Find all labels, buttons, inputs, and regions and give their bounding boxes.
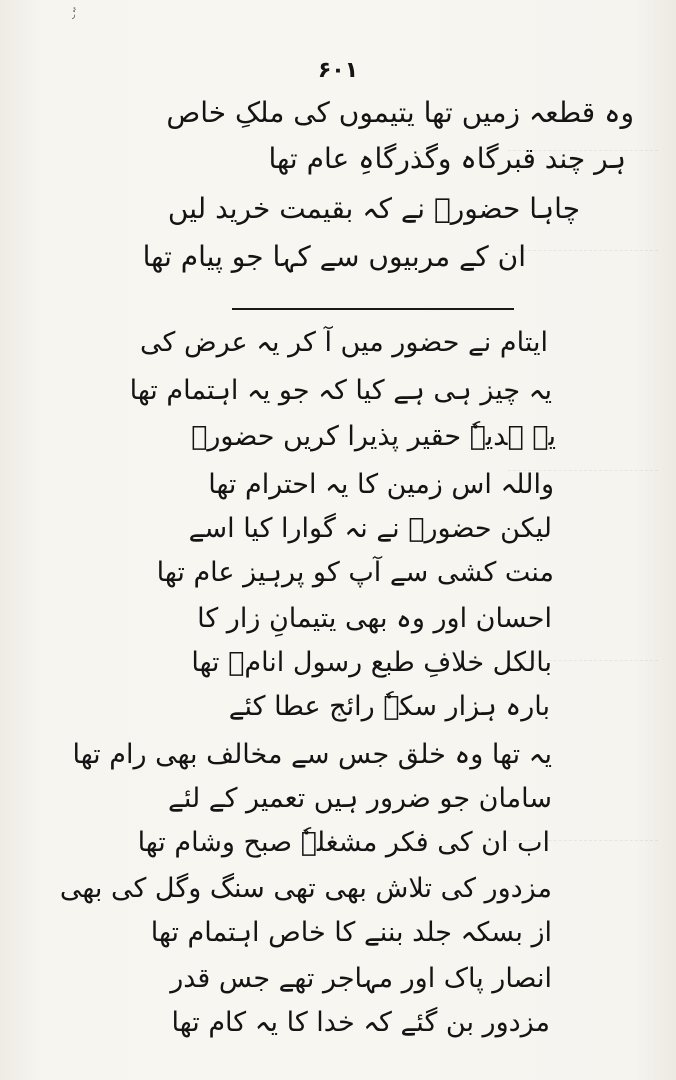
poem-line: مزدور بن گئے کہ خدا کا یہ کام تھا [171,1007,550,1038]
poem-line: سامان جو ضرور ہیں تعمیر کے لئے [168,783,552,814]
poem-line: بالکل خلافِ طبع رسول انامؐ تھا [191,647,552,678]
poem-line: لیکن حضورؐ نے نہ گوارا کیا اسے [188,513,552,544]
poem-line: یہ تھا وہ خلق جس سے مخالف بھی رام تھا [72,739,552,770]
bleed-through-mark [508,840,658,842]
poem-line: ہر چند قبرگاہ وگذرگاہِ عام تھا [268,142,626,175]
poem-line: ایتام نے حضور میں آ کر یہ عرض کی [140,327,548,358]
poem-line: انصار پاک اور مہاجر تھے جس قدر [170,963,552,994]
poem-line: چاہا حضورؐ نے کہ بقیمت خرید لیں [167,192,580,225]
poem-line: بارہ ہزار سکہٗ رائج عطا کئے [228,691,550,722]
poem-line: مزدور کی تلاش بھی تھی سنگ وگل کی بھی [59,873,552,904]
poem-line: وہ قطعہ زمیں تھا یتیموں کی ملکِ خاص [166,96,634,129]
bleed-through-mark [508,470,658,472]
poem-line: واللہ اس زمین کا یہ احترام تھا [208,469,554,500]
poem-line: منت کشی سے آپ کو پرہیز عام تھا [156,557,554,588]
poem-line: ان کے مربیوں سے کہا جو پیام تھا [142,240,526,273]
section-divider [232,308,514,310]
bleed-through-mark [508,150,658,152]
corner-mark: ٔ٫ٗ [72,10,76,21]
poem-line: اب ان کی فکر مشغلہٗ صبح وشام تھا [137,827,550,858]
bleed-through-mark [508,250,658,252]
poem-line: احسان اور وہ بھی یتیمانِ زار کا [197,603,552,634]
poem-line: یہ چیز ہی ہے کیا کہ جو یہ اہتمام تھا [129,375,552,406]
poem-line: از بسکہ جلد بننے کا خاص اہتمام تھا [150,917,552,948]
page-number: ۶۰۱ [317,58,359,83]
poem-line: یہ ہدیہٗ حقیر پذیرا کریں حضورؐ [191,421,556,452]
bleed-through-mark [508,660,658,662]
